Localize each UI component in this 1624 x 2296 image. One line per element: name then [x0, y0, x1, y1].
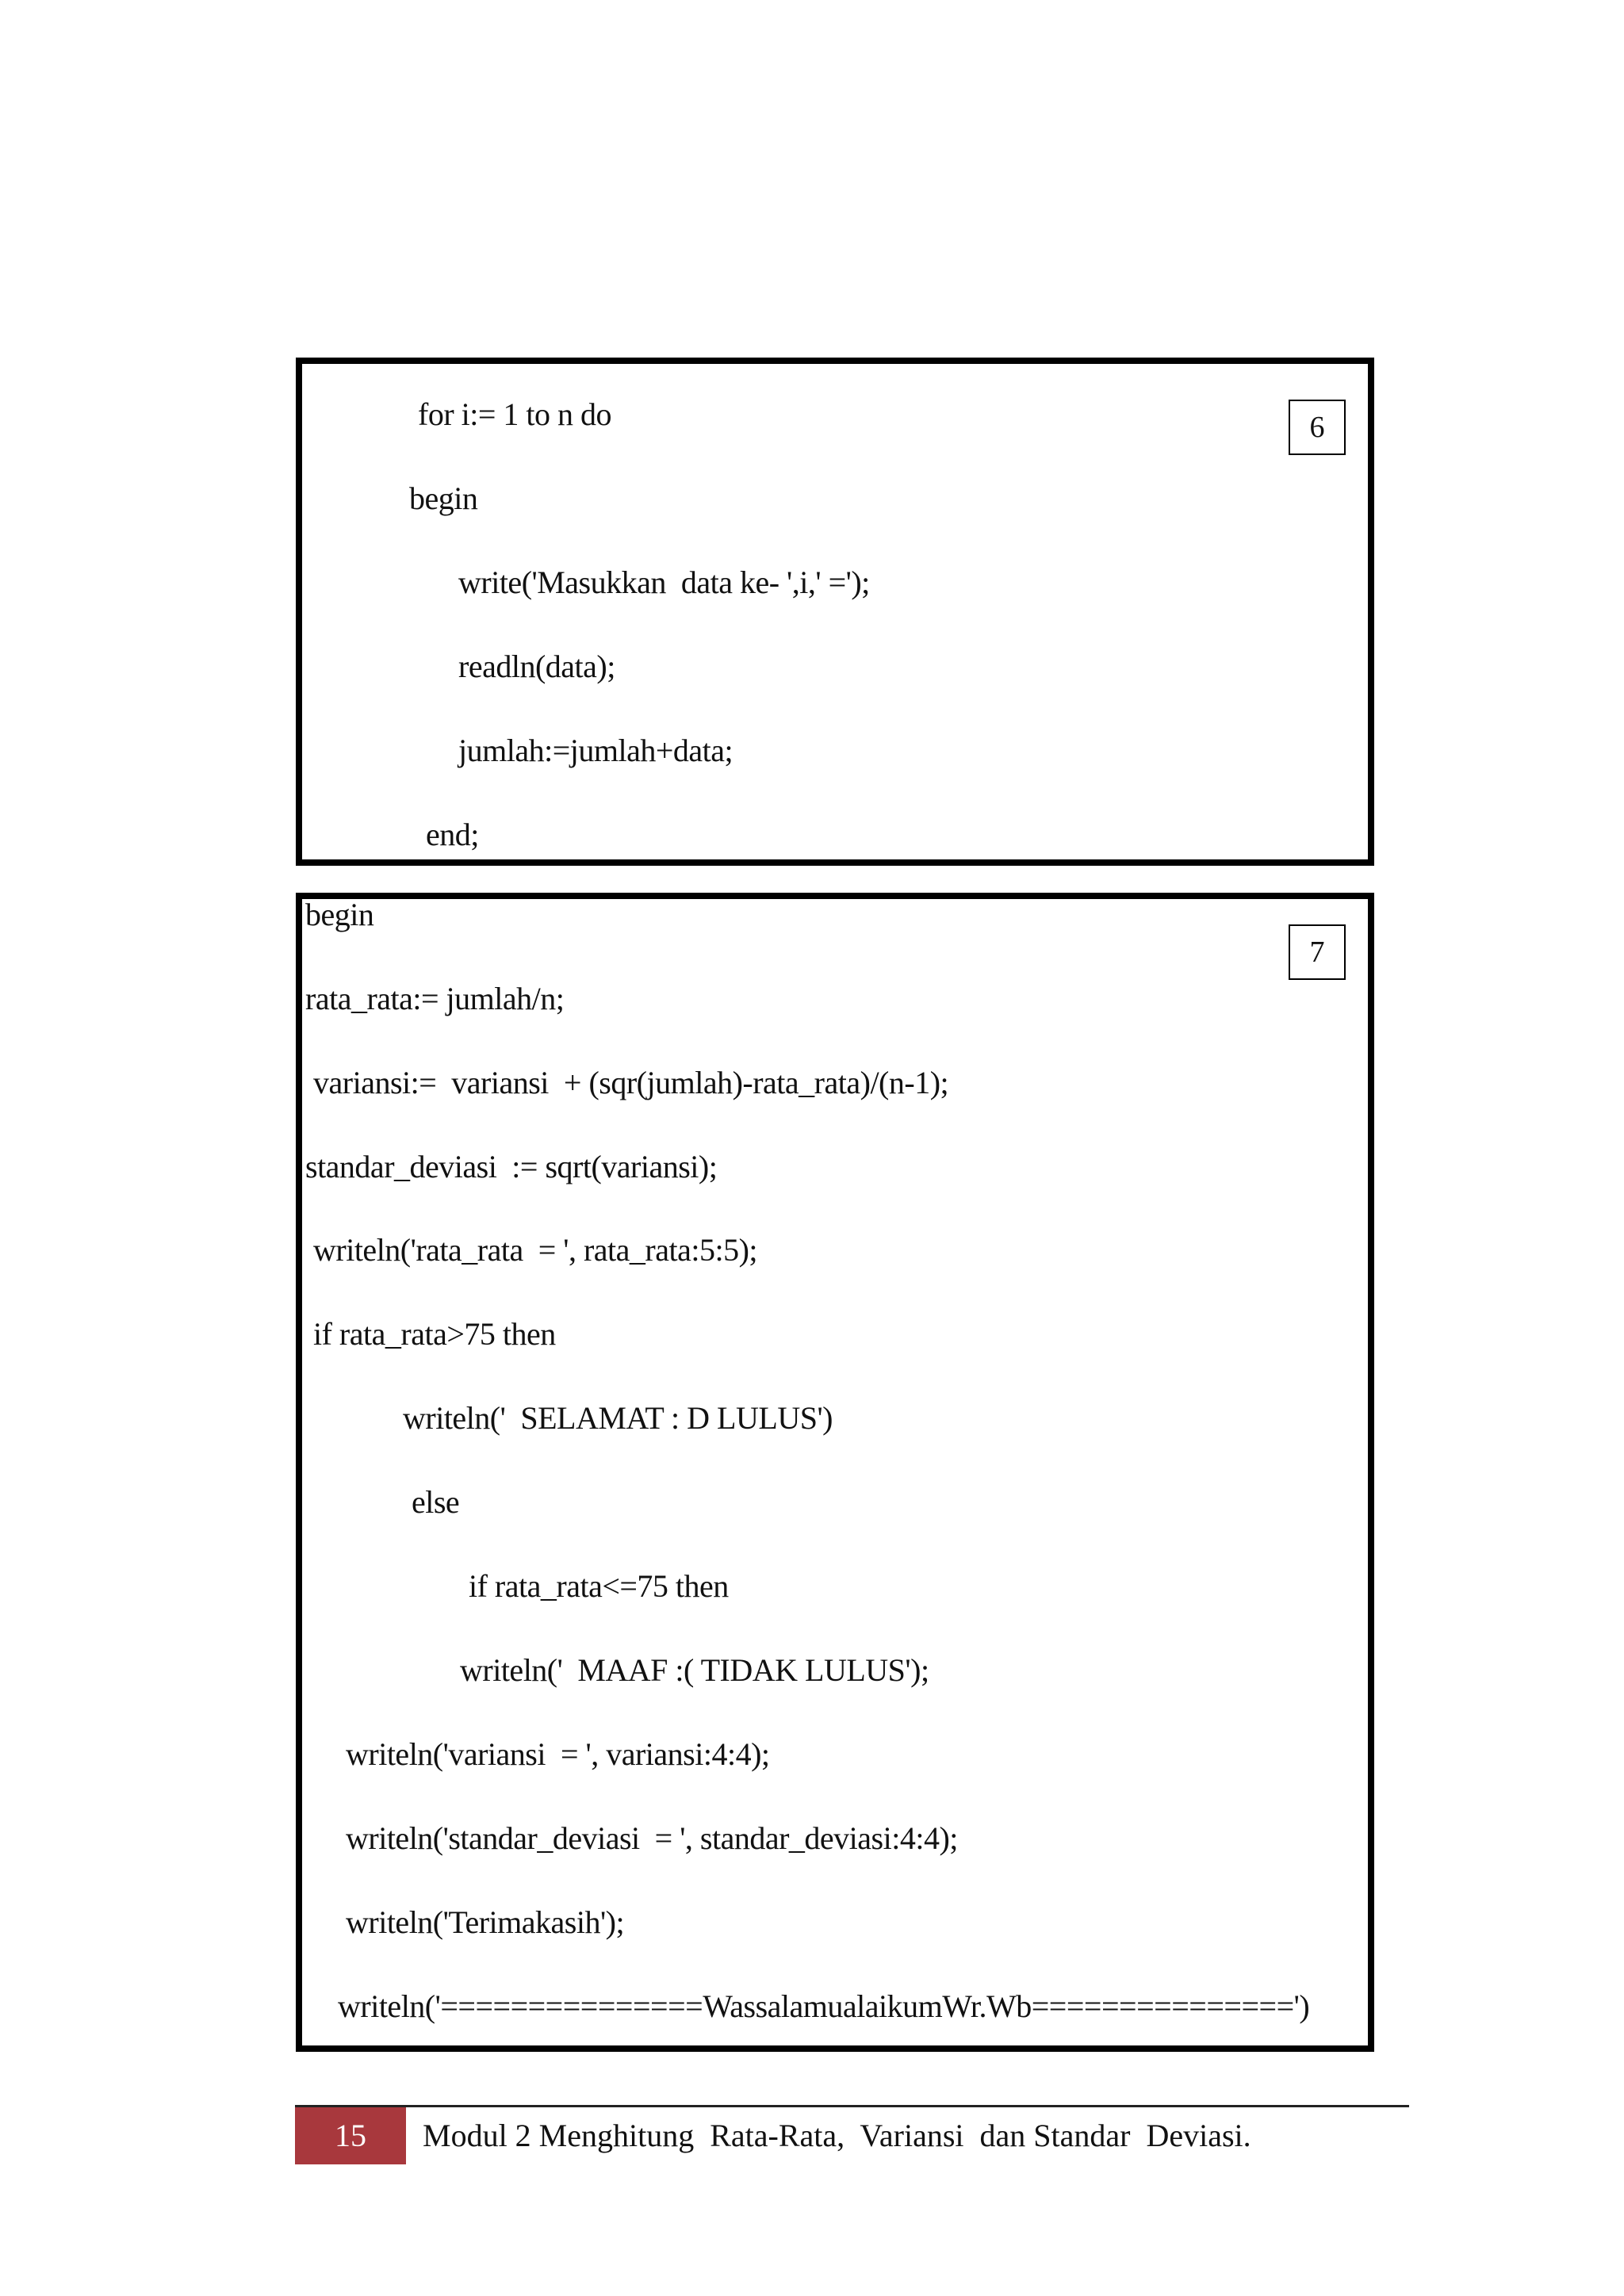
- code-line: else: [412, 1484, 460, 1520]
- code-line: for i:= 1 to n do: [418, 396, 612, 432]
- footer-divider: [295, 2105, 1409, 2107]
- block-number-7: 7: [1289, 924, 1346, 980]
- code-line: begin: [305, 897, 374, 932]
- code-block-7: [296, 893, 1374, 2052]
- code-line: rata_rata:= jumlah/n;: [305, 981, 565, 1016]
- running-footer-title: Modul 2 Menghitung Rata-Rata, Variansi dan Standar Deviasi.: [423, 2118, 1251, 2153]
- page-number: 15: [295, 2107, 406, 2164]
- code-line: if rata_rata<=75 then: [469, 1568, 729, 1604]
- code-line: writeln('standar_deviasi = ', standar_deviasi:4:4);: [346, 1820, 958, 1856]
- code-line: writeln(' SELAMAT : D LULUS'): [403, 1400, 833, 1436]
- code-block-6: [296, 358, 1374, 866]
- code-line: if rata_rata>75 then: [313, 1316, 556, 1352]
- code-line: jumlah:=jumlah+data;: [458, 733, 733, 768]
- code-line: standar_deviasi := sqrt(variansi);: [305, 1149, 718, 1184]
- code-line: begin: [409, 480, 478, 516]
- code-line: writeln('variansi = ', variansi:4:4);: [346, 1736, 770, 1772]
- code-line: writeln('===============WassalamualaikumWr.Wb==============='): [338, 1988, 1310, 2024]
- code-line: writeln('rata_rata = ', rata_rata:5:5);: [313, 1232, 758, 1268]
- block-number-6: 6: [1289, 400, 1346, 455]
- code-line: variansi:= variansi + (sqr(jumlah)-rata_rata)/(n-1);: [313, 1065, 949, 1100]
- code-line: write('Masukkan data ke- ',i,' =');: [458, 564, 870, 600]
- code-line: writeln(' MAAF :( TIDAK LULUS');: [460, 1652, 929, 1688]
- code-line: end;: [426, 817, 479, 852]
- code-line: writeln('Terimakasih');: [346, 1904, 625, 1940]
- code-line: readln(data);: [458, 649, 615, 684]
